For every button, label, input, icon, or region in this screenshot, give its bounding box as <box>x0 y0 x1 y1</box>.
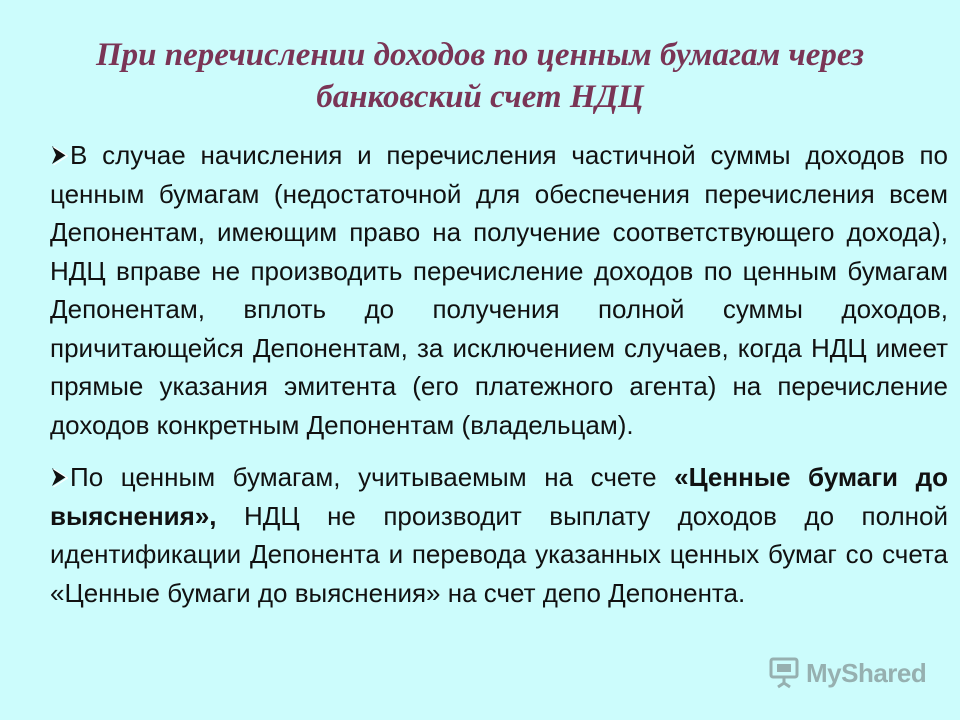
paragraph-2-text-before: По ценным бумагам, учитываемым на счете <box>70 462 675 492</box>
myshared-watermark <box>768 656 928 692</box>
slide-title-line-2: банковский счет НДЦ <box>316 79 644 115</box>
slide-body <box>50 136 948 612</box>
arrow-bullet-icon <box>50 144 68 166</box>
paragraph-2-text-bold: «Ценные бумаги до выяснения», <box>50 462 948 531</box>
presentation-board-icon <box>768 656 802 690</box>
paragraph-2-text-after: НДЦ не производит выплату доходов до полной идентификации Депонента и перевода указанных ценных бумаг со счета «Ценные бумаги до выяснения» на счет депо Депонента. <box>50 500 948 608</box>
slide-title <box>30 34 930 118</box>
bullet-paragraph-1 <box>50 136 948 444</box>
slide-title-line-1: При перечислении доходов по ценным бумагам через <box>95 37 865 73</box>
bullet-paragraph-2 <box>50 458 948 612</box>
arrow-bullet-icon <box>50 466 68 488</box>
watermark-text: MyShared <box>806 658 927 688</box>
paragraph-1-text: В случае начисления и перечисления частичной суммы доходов по ценным бумагам (недостаточной для обеспечения перечисления всем Депонентам, имеющим право на получение соответствующего дохода), НДЦ вправе не производить перечисление доходов по ценным бумагам Депонентам, вплоть до получения полной суммы доходов, причитающейся Депонентам, за исключением случаев, когда НДЦ имеет прямые указания эмитента (его платежного агента) на перечисление доходов конкретным Депонентам (владельцам). <box>50 140 948 440</box>
